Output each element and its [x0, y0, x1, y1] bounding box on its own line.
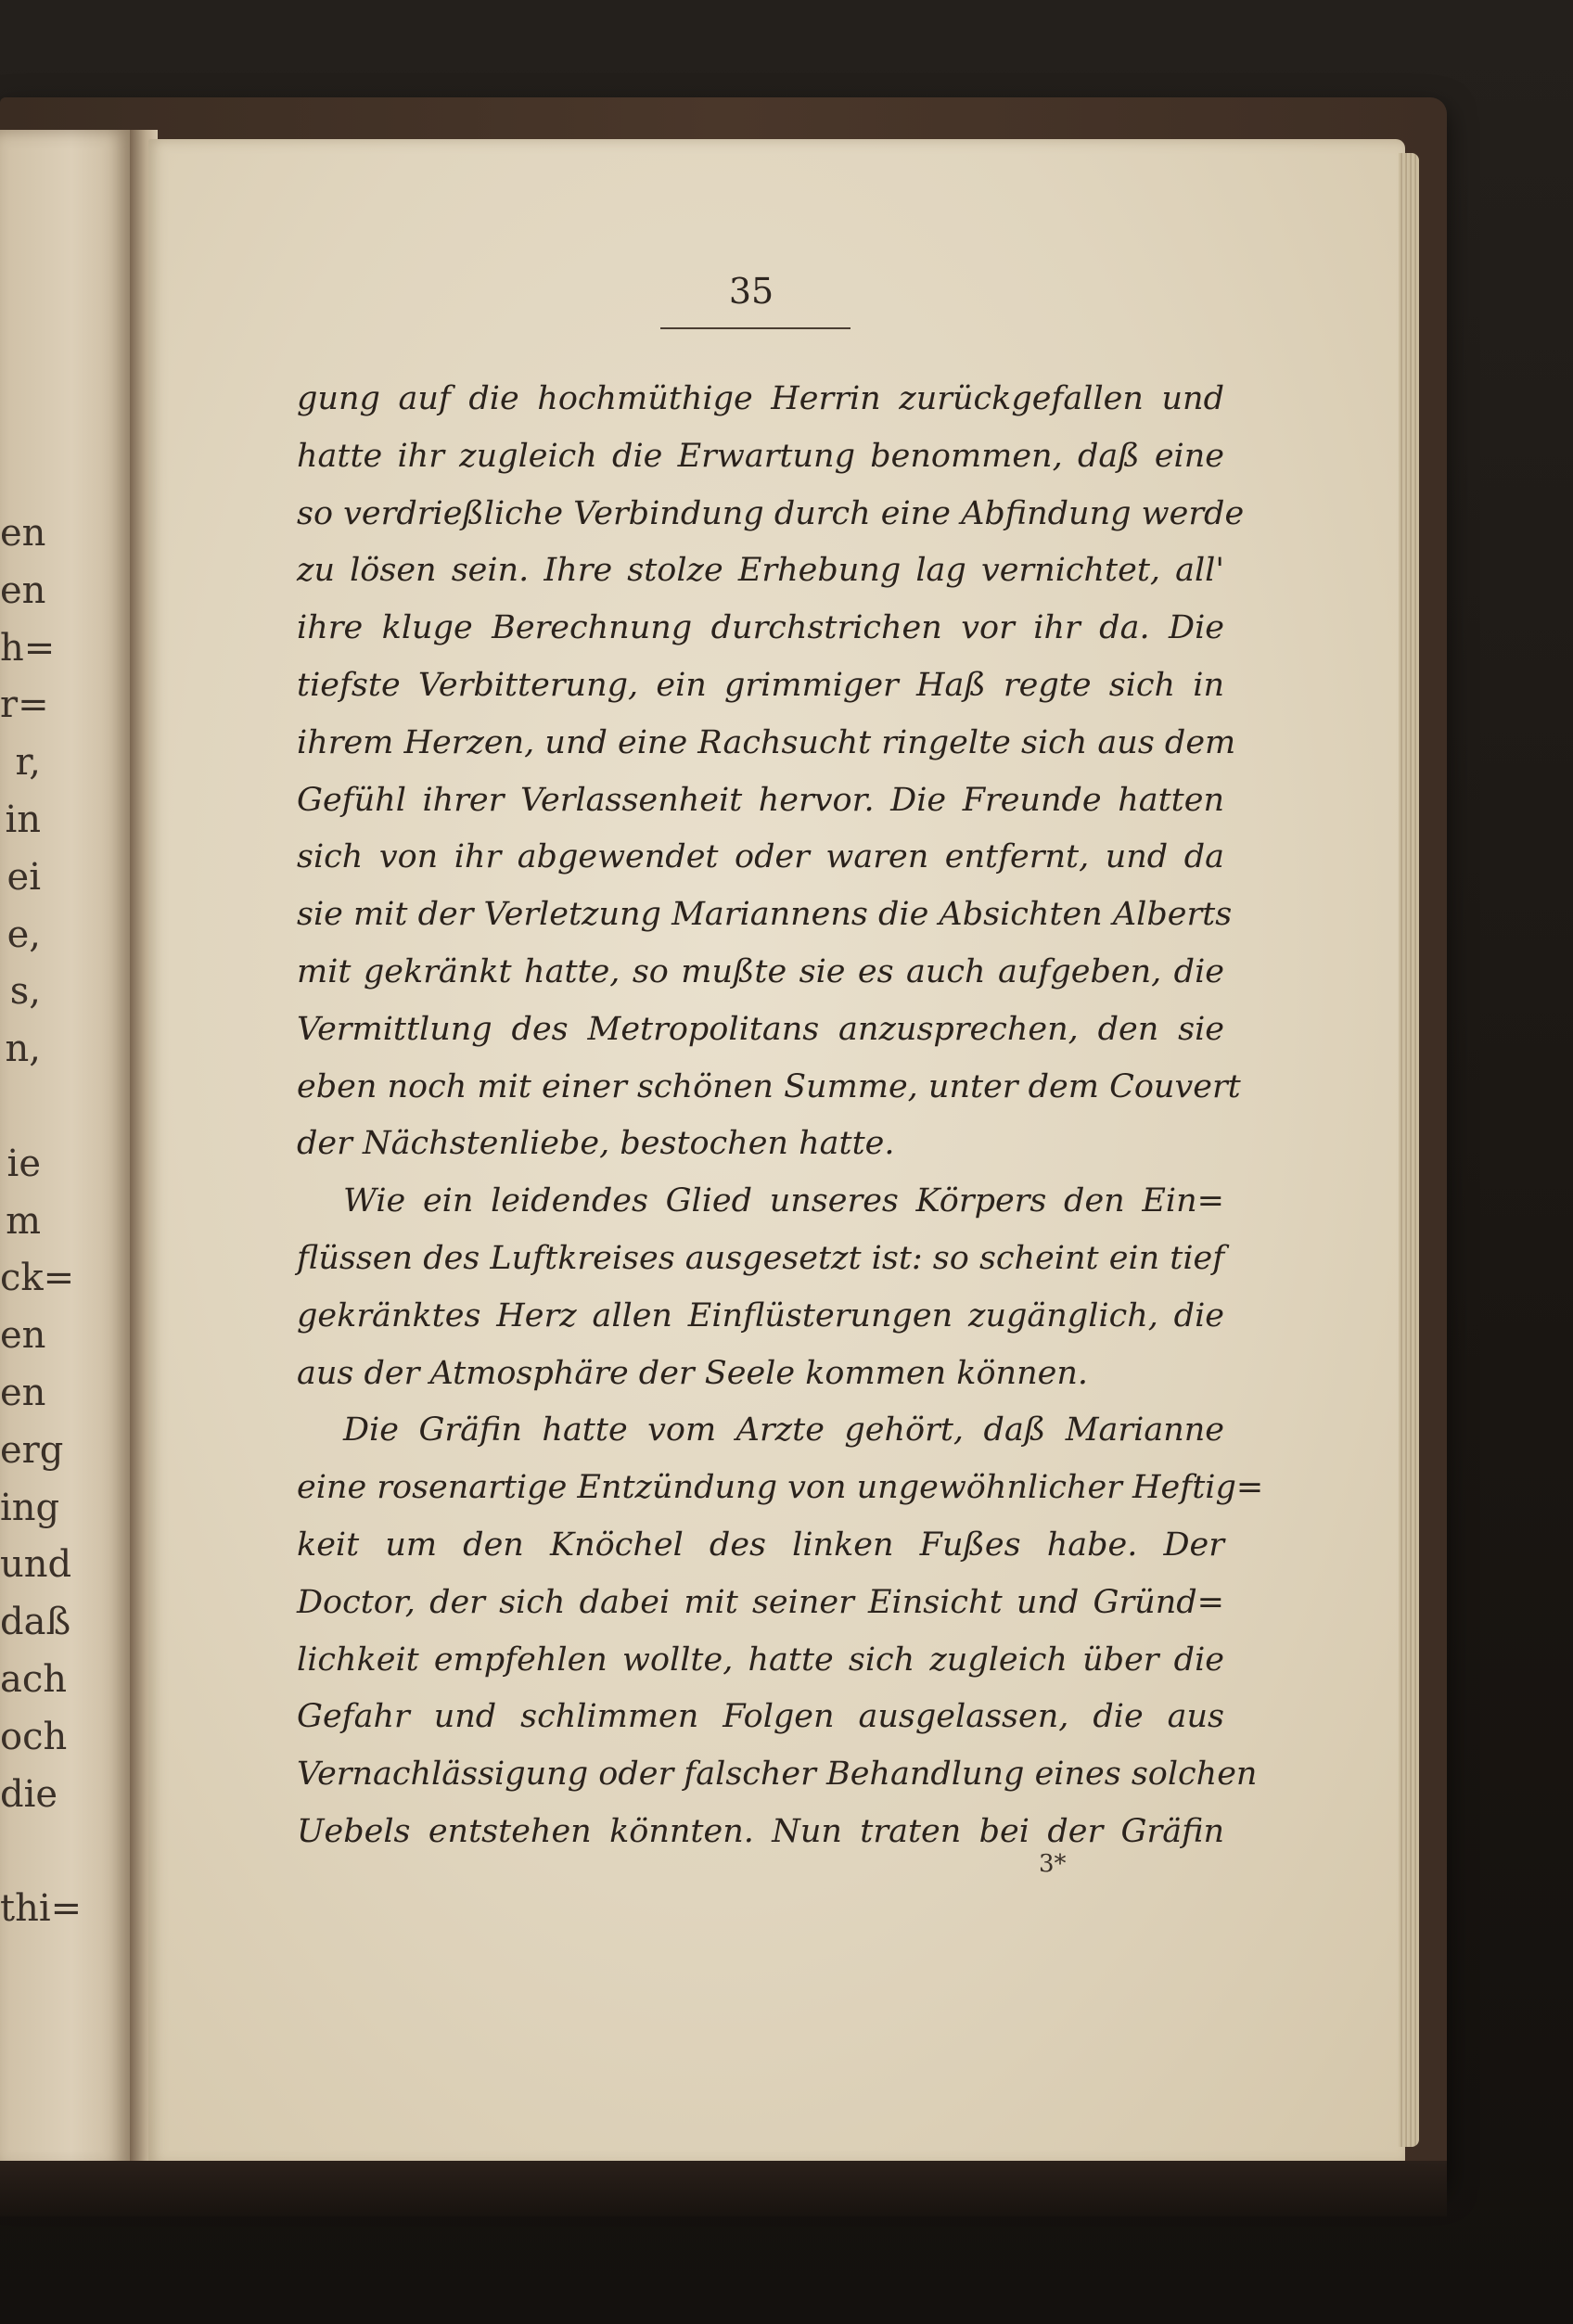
left-page-fragment: r,	[15, 741, 41, 785]
signature-mark: 3*	[1039, 1850, 1067, 1878]
left-page-fragment: und	[0, 1543, 72, 1587]
text-line: Vermittlung des Metropolitans anzusprechen, den sie	[297, 1010, 1224, 1048]
left-page-fragment: h=	[0, 626, 56, 670]
left-page-fragment: r=	[0, 683, 49, 727]
text-line: der Nächstenliebe, bestochen hatte.	[297, 1125, 895, 1163]
text-line: Gefahr und schlimmen Folgen ausgelassen, die aus	[297, 1698, 1224, 1736]
left-page-fragment: en	[0, 512, 46, 555]
header-rule	[660, 327, 850, 329]
text-line: Vernachlässigung oder falscher Behandlung eines solchen	[297, 1756, 1258, 1794]
left-page-fragment: en	[0, 568, 46, 612]
left-page-fragment: erg	[0, 1428, 64, 1472]
text-line: sie mit der Verletzung Mariannens die Absichten Alberts	[297, 896, 1233, 934]
text-line: Wie ein leidendes Glied unseres Körpers den Ein=	[343, 1182, 1224, 1220]
left-page-fragment: daß	[0, 1601, 71, 1644]
text-line: hatte ihr zugleich die Erwartung benommen, daß eine	[297, 437, 1224, 475]
left-page-fragment: s,	[9, 970, 41, 1014]
left-page-fragment: och	[0, 1715, 68, 1758]
text-line: tiefste Verbitterung, ein grimmiger Haß regte sich in	[297, 666, 1224, 704]
text-line: aus der Atmosphäre der Seele kommen können.	[297, 1354, 1088, 1392]
left-page-fragment: e,	[6, 913, 41, 956]
left-page-fragment: ach	[0, 1657, 68, 1701]
left-page-fragment	[0, 1823, 41, 1881]
text-line: gung auf die hochmüthige Herrin zurückgefallen und	[297, 380, 1224, 417]
text-line: eben noch mit einer schönen Summe, unter dem Couvert	[297, 1067, 1241, 1105]
left-page-fragment: ing	[0, 1486, 60, 1529]
left-page	[0, 130, 130, 2170]
text-line: ihre kluge Berechnung durchstrichen vor ihr da. Die	[297, 609, 1224, 647]
text-line: Uebels entstehen könnten. Nun traten bei der Gräfin	[297, 1812, 1224, 1850]
text-line: lichkeit empfehlen wollte, hatte sich zugleich über die	[297, 1641, 1224, 1679]
left-page-fragment	[0, 1079, 41, 1136]
left-page-fragment: in	[5, 798, 41, 841]
page-number: 35	[728, 271, 774, 312]
left-page-fragment: m	[6, 1199, 41, 1243]
left-page-fragment: n,	[5, 1028, 41, 1071]
text-line: Gefühl ihrer Verlassenheit hervor. Die Freunde hatten	[297, 781, 1224, 819]
left-page-fragment: ei	[6, 855, 41, 899]
text-line: eine rosenartige Entzündung von ungewöhnlicher Heftig=	[297, 1469, 1264, 1507]
left-page-fragment: ck=	[0, 1257, 75, 1300]
left-page-fragment: die	[0, 1772, 58, 1816]
text-line: so verdrießliche Verbindung durch eine Abfindung werde	[297, 494, 1245, 532]
left-page-fragment: thi=	[0, 1887, 83, 1931]
left-page-fragment: en	[0, 1314, 46, 1358]
left-page-fragment: en	[0, 1371, 46, 1414]
left-page-text-fragments	[0, 505, 83, 1938]
page-edges	[1399, 153, 1419, 2147]
book-bottom-edge	[0, 2161, 1447, 2216]
text-line: keit um den Knöchel des linken Fußes habe. Der	[297, 1526, 1224, 1564]
body-text	[297, 371, 1264, 1861]
text-line: Doctor, der sich dabei mit seiner Einsicht und Gründ=	[297, 1583, 1224, 1621]
text-line: ihrem Herzen, und eine Rachsucht ringelte sich aus dem	[297, 723, 1236, 761]
left-page-fragment: ie	[6, 1142, 41, 1185]
text-line: mit gekränkt hatte, so mußte sie es auch aufgeben, die	[297, 952, 1224, 990]
text-line: gekränktes Herz allen Einflüsterungen zugänglich, die	[297, 1296, 1224, 1334]
text-line: Die Gräfin hatte vom Arzte gehört, daß Marianne	[343, 1411, 1224, 1449]
text-line: flüssen des Luftkreises ausgesetzt ist: so scheint ein tief	[297, 1239, 1225, 1277]
text-line: sich von ihr abgewendet oder waren entfernt, und da	[297, 838, 1224, 876]
text-line: zu lösen sein. Ihre stolze Erhebung lag vernichtet, all'	[297, 552, 1224, 590]
